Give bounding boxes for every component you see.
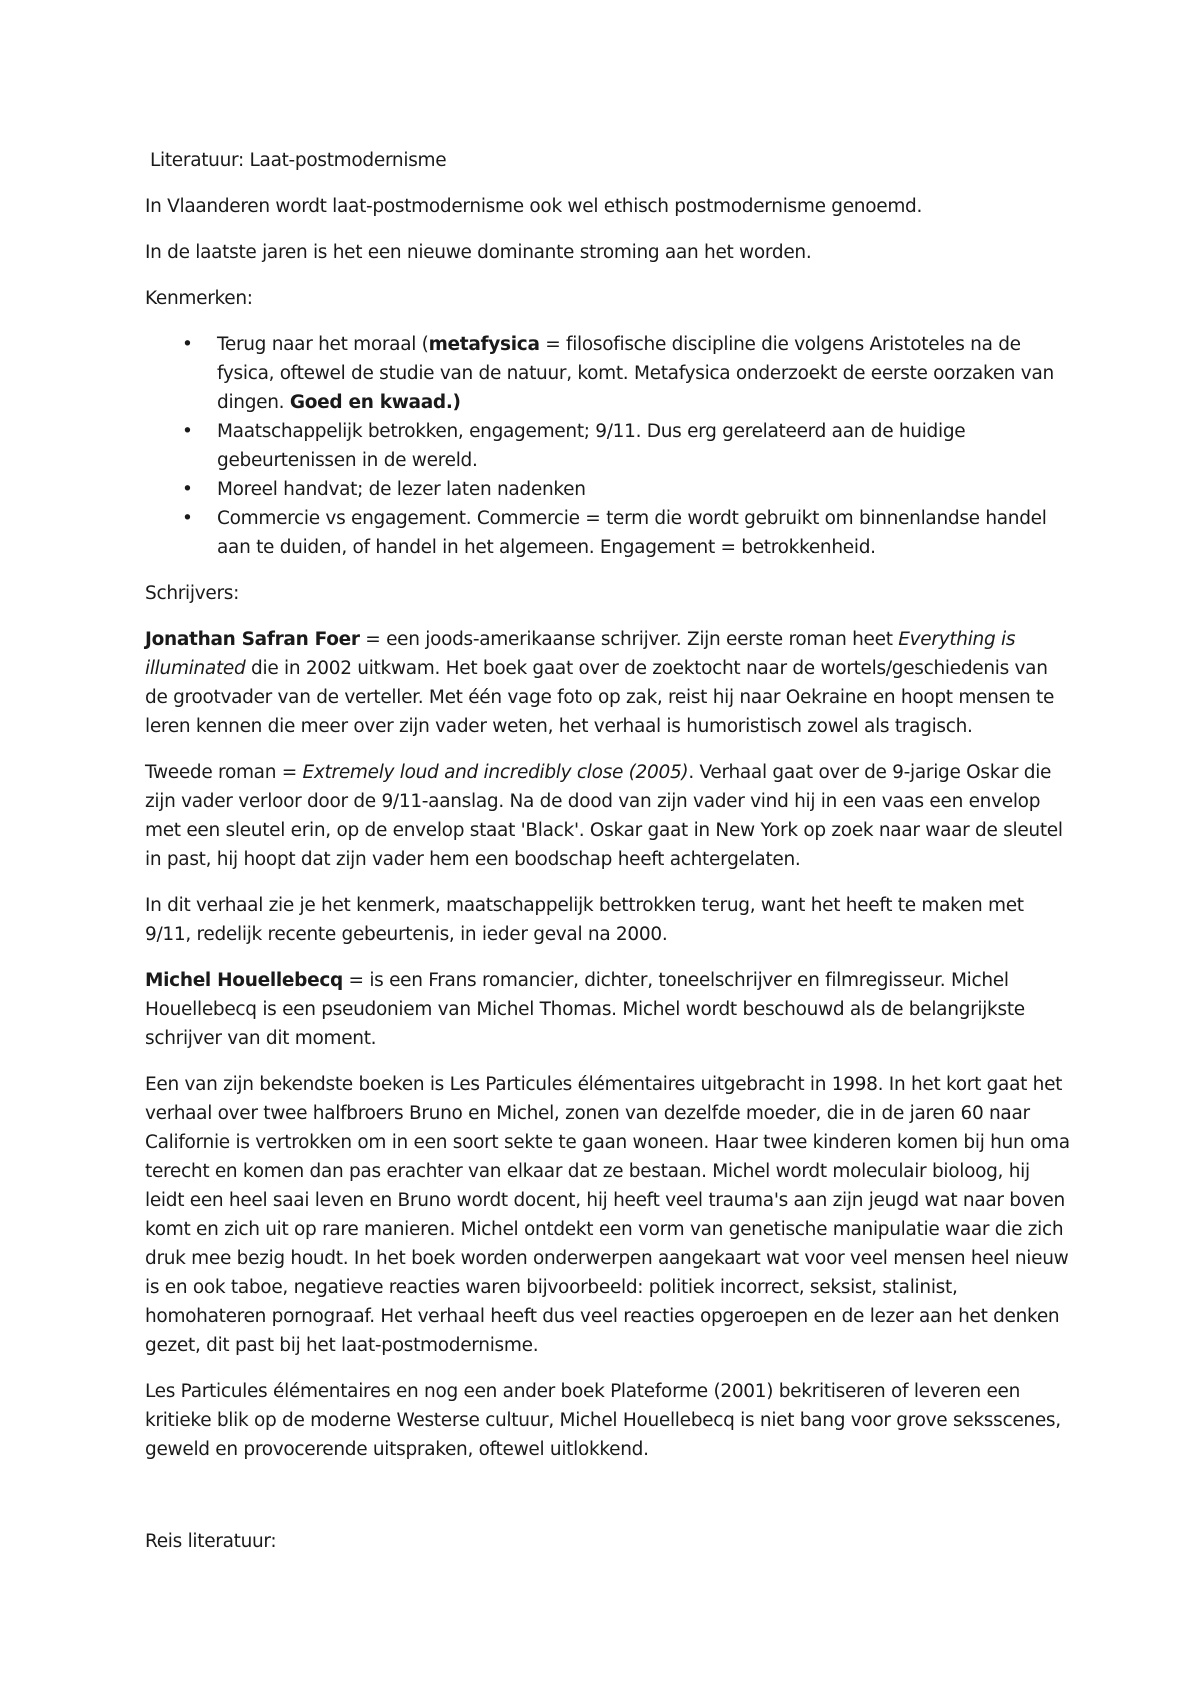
paragraph-text: Tweede roman =: [145, 762, 303, 783]
list-item: • Maatschappelijk betrokken, engagement; 9/11. Dus erg gerelateerd aan de huidige gebeurtenissen in de wereld.: [217, 417, 1070, 475]
paragraph-vlaanderen: In Vlaanderen wordt laat-postmodernisme ook wel ethisch postmodernisme genoemd.: [145, 196, 923, 217]
paragraph-text: = is een Frans romancier, dichter, toneelschrijver en filmregisseur. Michel Houellebecq is een pseudoniem van Michel Thomas. Michel wordt beschouwd als de belangrijkste schrijver van dit moment.: [145, 970, 1025, 1049]
document-title: Literatuur: Laat-postmodernisme: [150, 150, 447, 171]
paragraph-foer-tweede-roman: [145, 758, 1070, 874]
heading-schrijvers: Schrijvers:: [145, 583, 240, 604]
paragraph-houellebecq: [145, 966, 1070, 1053]
author-name: Michel Houellebecq: [145, 970, 343, 991]
paragraph-laatste-jaren: In de laatste jaren is het een nieuwe dominante stroming aan het worden.: [145, 242, 812, 263]
book-title: Extremely loud and incredibly close (2005): [302, 762, 689, 783]
paragraph-text: = een joods-amerikaanse schrijver. Zijn eerste roman heet: [359, 629, 899, 650]
paragraph-plateforme: Les Particules élémentaires en nog een ander boek Plateforme (2001) bekritiseren of leveren een kritieke blik op de moderne Westerse cultuur, Michel Houellebecq is niet bang voor grove seksscenes, geweld en provocerende uitspraken, oftewel uitlokkend.: [145, 1381, 1061, 1460]
paragraph-foer: [145, 625, 1070, 741]
book-title: Everything is illuminated: [145, 629, 1016, 679]
list-item: • Commercie vs engagement. Commercie = term die wordt gebruikt om binnenlandse handel aan te duiden, of handel in het algemeen. Engagement = betrokkenheid.: [217, 504, 1070, 562]
paragraph-particules: Een van zijn bekendste boeken is Les Particules élémentaires uitgebracht in 1998. In het kort gaat het verhaal over twee halfbroers Bruno en Michel, zonen van dezelfde moeder, die in de jaren 60 naar Californie is vertrokken om in een soort sekte te gaan woneen. Haar twee kinderen komen bij hun oma terecht en komen dan pas erachter van elkaar dat ze bestaan. Michel wordt moleculair bioloog, hij leidt een heel saai leven en Bruno wordt docent, hij heeft veel trauma's aan zijn jeugd wat naar boven komt en zich uit op rare manieren. Michel ontdekt een vorm van genetische manipulatie waar die zich druk mee bezig houdt. In het boek worden onderwerpen aangekaart wat voor veel mensen heel nieuw is en ook taboe, negatieve reacties waren bijvoorbeeld: politiek incorrect, seksist, stalinist, homohateren pornograaf. Het verhaal heeft dus veel reacties opgeroepen en de lezer aan het denken gezet, dit past bij het laat-postmodernisme.: [145, 1074, 1070, 1356]
heading-reis-literatuur: Reis literatuur:: [145, 1531, 277, 1552]
list-item: • Moreel handvat; de lezer laten nadenken: [217, 475, 1070, 504]
blank-line: [145, 1481, 1070, 1527]
paragraph-text: die in 2002 uitkwam. Het boek gaat over de zoektocht naar de wortels/geschiedenis van de grootvader van de verteller. Met één vage foto op zak, reist hij naar Oekraine en hoopt mensen te leren kennen die meer over zijn vader weten, het verhaal is humoristisch zowel als tragisch.: [145, 658, 1055, 737]
author-name: Jonathan Safran Foer: [145, 629, 360, 650]
term-goed-en-kwaad: Goed en kwaad.): [289, 392, 461, 413]
paragraph-foer-kenmerk: In dit verhaal zie je het kenmerk, maatschappelijk bettrokken terug, want het heeft te maken met 9/11, redelijk recente gebeurtenis, in ieder geval na 2000.: [145, 895, 1024, 945]
kenmerken-list: [145, 330, 1070, 562]
paragraph-text: . Verhaal gaat over de 9-jarige Oskar die zijn vader verloor door de 9/11-aanslag. Na de dood van zijn vader vind hij in een vaas een envelop met een sleutel erin, op de envelop staat 'Black'. Oskar gaat in New York op zoek naar waar de sleutel in past, hij hoopt dat zijn vader hem een boodschap heeft achtergelaten.: [145, 762, 1063, 870]
list-item: [217, 330, 1070, 417]
heading-kenmerken: Kenmerken:: [145, 288, 253, 309]
item-text: Terug naar het moraal (: [217, 334, 429, 355]
term-metafysica: metafysica: [428, 334, 540, 355]
item-text: = filosofische discipline die volgens Aristoteles na de fysica, oftewel de studie van de natuur, komt. Metafysica onderzoekt de eerste oorzaken van dingen.: [217, 334, 1054, 413]
